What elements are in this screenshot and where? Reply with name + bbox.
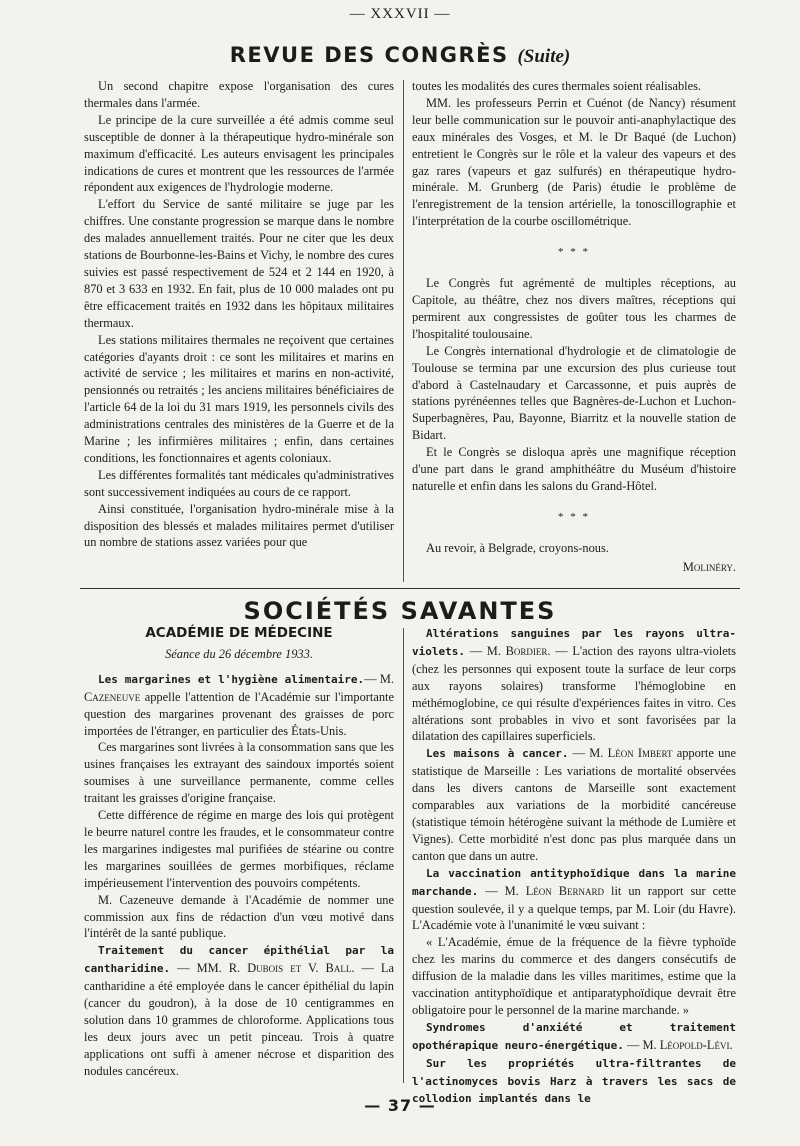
societes-column-right — [412, 625, 736, 1108]
item: Sur les propriétés ultra-filtrantes de l'actinomyces bovis Harz à travers les sacs de collodion implantés dans le — [412, 1056, 736, 1106]
paragraph: MM. les professeurs Perrin et Cuénot (de Nancy) résument leur belle communication sur le pouvoir anti-anaphylactique des eaux minérales des Vosges, et M. le Dr Baqué (de Luchon) entretient le Congrès sur le rôle et la valeur des vapeurs et des gaz rares (vapeurs et gaz sulfurés) en thérapeutique hydro-minérale. M. Grunberg (de Paris) étudie le problème de l'enregistrement de la tension artérielle, la tonoscillographie et l'interprétation de la courbe oscillométrique. — [412, 95, 736, 229]
paragraph: toutes les modalités des cures thermales soient réalisables. — [412, 79, 702, 93]
item: Cette différence de régime en marge des lois qui protègent le beurre naturel contre les fraudes, et le consommateur contre les margarines indigestes mal purifiées de stéarine ou contre les margarines souillées de germes morbifiques, réclame impérieusement l'intervention des pouvoirs compétents. — [84, 808, 394, 890]
item: Altérations sanguines par les rayons ultra-violets. — M. Bordier. — L'action des rayons ultra-violets (chez les personnes qui exposent toute la surface de leur corps aux rayons solaires) transforme l'hémoglobine en méthémoglobine, ce qui résulte d'expériences faites in vitro. Ces altérations sont probables in vivo et sont favorisées par la dilatation des capillaires superficiels. — [412, 627, 736, 744]
paragraph: Au revoir, à Belgrade, croyons-nous. — [426, 540, 609, 555]
item: Ces margarines sont livrées à la consommation sans que les usines françaises les extrayant des saindoux importés soient soumises à une surveillance permanente, comme celles traitant les graisses d'origine française. — [84, 740, 394, 806]
societes-column-left — [84, 625, 394, 1080]
section-title: SOCIÉTÉS SAVANTES — [243, 597, 557, 625]
page-number: — 37 — — [364, 1096, 436, 1115]
page-title — [0, 43, 800, 68]
paragraph: Le Congrès fut agrémenté de multiples réceptions, au Capitole, au théâtre, chez nos divers maîtres, réceptions qui permirent aux congressistes de goûter tous les charmes de l'hospitalité toulousaine. — [412, 276, 736, 341]
asterism: * * * — [558, 510, 590, 523]
item: « L'Académie, émue de la fréquence de la fièvre typhoïde chez les marins du commerce et des dangers consécutifs de diffusion de la maladie dans les villes maritimes, estime que la vaccination antityphoïdique et antiparatyphoïdique devrait être obligatoire pour le personnel de la marine marchande. » — [412, 935, 736, 1017]
congres-column-left — [84, 78, 394, 551]
page-roman-numeral: — XXXVII — — [349, 6, 451, 22]
paragraph: Et le Congrès se disloqua après une magnifique réception d'une part dans le grand amphithéâtre du Muséum d'histoire naturelle et enfin dans les salons du Grand-Hôtel. — [412, 445, 736, 493]
congres-column-right — [412, 78, 736, 576]
item: Traitement du cancer épithélial par la cantharidine. — MM. R. Dubois et V. Ball. — La cantharidine a été employée dans le cancer épithélial du lapin (cancer du goudron), à la dose de 10 centigrammes en solution dans 10 grammes de chloroforme. Applications tous les deux jours avec un petit pinceau. Trois à quatre applications ont suffi à amener nécrose et disparition des nodules cancéreux. — [84, 944, 394, 1078]
asterism: * * * — [558, 246, 590, 259]
section-rule — [80, 588, 740, 589]
paragraph: Les différentes formalités tant médicales qu'administratives sont successivement indiquées au cours de ce rapport. — [84, 467, 394, 499]
title-suite: (Suite) — [517, 46, 571, 67]
item: Syndromes d'anxiété et traitement opothérapique neuro-énergétique. — M. Léopold-Lévi. — [412, 1020, 736, 1052]
seance-date: Séance du 26 décembre 1933. — [165, 646, 313, 661]
paragraph: Le principe de la cure surveillée a été admis comme seul susceptible de donner à la thérapeutique hydro-minérale son maximum d'efficacité. Les auteurs envisagent les principales indications de cures et montrent que les ressources de l'armée répondent aux exigences de l'hydrologie moderne. — [84, 112, 394, 195]
paragraph: Un second chapitre expose l'organisation des cures thermales dans l'armée. — [84, 79, 394, 110]
academie-heading: ACADÉMIE DE MÉDECINE — [145, 625, 333, 641]
item: Les margarines et l'hygiène alimentaire.— M. Cazeneuve appelle l'attention de l'Académie sur l'importante question des margarines provenant des graisses de porc importées de l'étranger, en particulier des États-Unis. — [84, 671, 394, 738]
signature: Molinéry. — [682, 559, 736, 574]
paragraph: Les stations militaires thermales ne reçoivent que certaines catégories d'ayants droit : ce sont les militaires et marins en activité de service ; les militaires et marins en non-activité, pensionnés ou retraités ; les anciens militaires bénéficiaires de l'article 64 de la loi du 31 mars 1919, les personnels civils des administrations centrales des ministères de la Guerre et de la Marine ; les infirmières militaires ; enfin, dans certaines conditions, les fonctionnaires et agents coloniaux. — [84, 332, 394, 465]
item: La vaccination antityphoïdique dans la marine marchande. — M. Léon Bernard lit un rapport sur cette question soulevée, il y a quelque temps, par M. Loir (du Havre). L'Académie vote à l'unanimité le vœu suivant : — [412, 866, 736, 933]
column-divider — [403, 628, 404, 1083]
item: Les maisons à cancer. — M. Léon Imbert apporte une statistique de Marseille : Les variations de mortalité observées dans les divers cantons de Marseille sont exactement comparables aux variations de la morbidité cancéreuse (statistique témoin hétérogène suivant la méthode de Lumière et Vignes). Cette morbidité n'est donc pas plus marquée dans un canton que dans un autre. — [412, 746, 736, 863]
item: M. Cazeneuve demande à l'Académie de nommer une commission aux fins de rédaction d'un vœu motivé dans l'intérêt de la santé publique. — [84, 892, 394, 941]
paragraph: Ainsi constituée, l'organisation hydro-minérale mise à la disposition des blessés et malades militaires permet d'utiliser un nombre de stations assez variées pour que — [84, 501, 394, 550]
column-divider — [403, 80, 404, 582]
paragraph: L'effort du Service de santé militaire se juge par les chiffres. Une constante progression se marque dans le nombre des malades annuellement traités. Pour ne citer que les deux stations de Bourbonne-les-Bains et Vichy, le nombre des cures suivies est passé respectivement de 524 et 2 144 en 1920, à 870 et 3 633 en 1932. En fait, plus de 10 000 malades ont pu être efficacement traités en 1932 dans les hôpitaux militaires thermaux. — [84, 197, 394, 330]
paragraph: Le Congrès international d'hydrologie et de climatologie de Toulouse se termina par une excursion des plus curieuse tout d'abord à Castelnaudary et Carcassonne, et puis auprès de stations pyrénéennes telles que Bagnères-de-Luchon et Luchon-Superbagnères, Pau, Bayonne, Biarritz et la nouvelle station de Bidart. — [412, 343, 736, 443]
title-main: REVUE DES CONGRÈS — [229, 43, 509, 67]
